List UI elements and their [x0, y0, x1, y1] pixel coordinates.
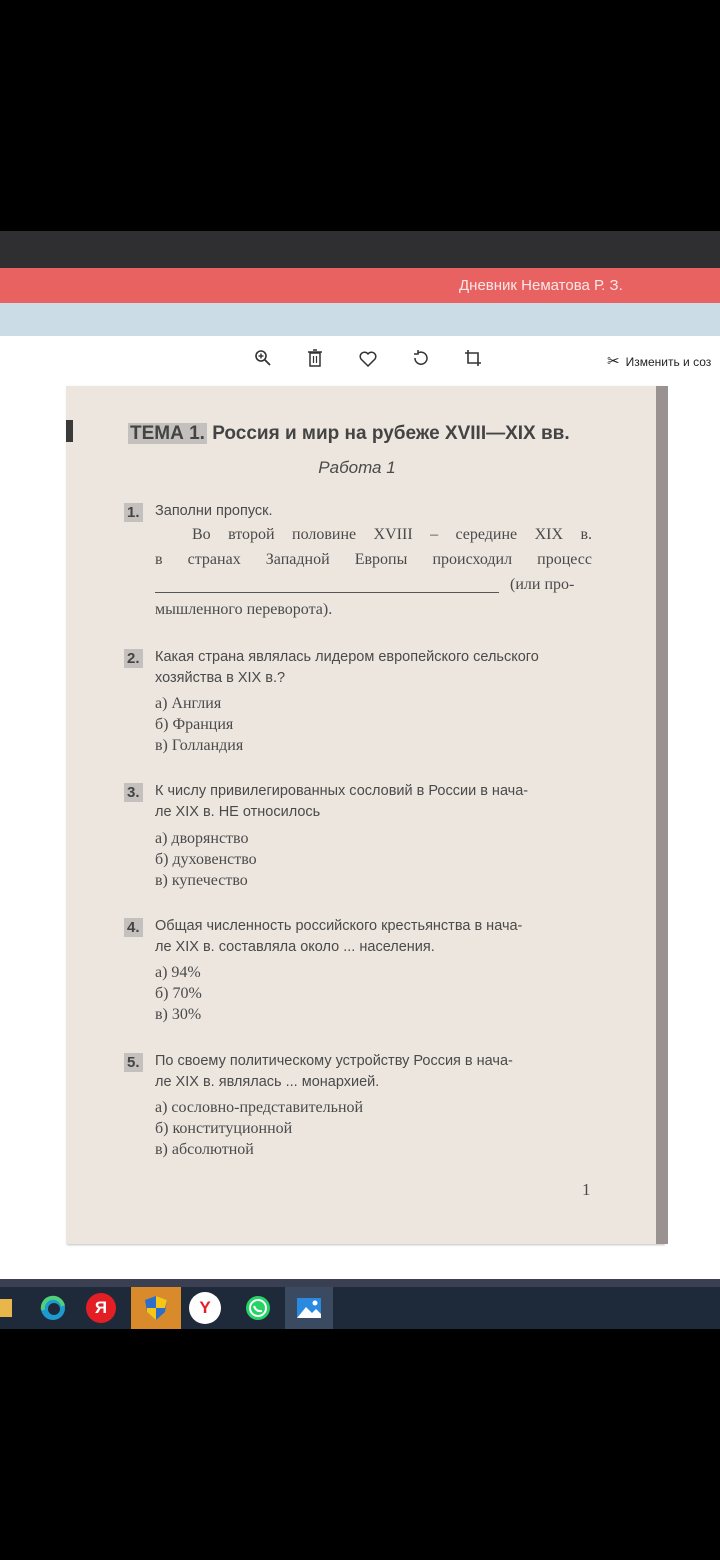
work-title: Работа 1 — [318, 458, 396, 477]
question-line: в странах Западной Европы происходил процесс — [155, 551, 592, 568]
answer-option: в) абсолютной — [155, 1141, 254, 1158]
zoom-in-icon[interactable] — [250, 349, 276, 375]
yandex-browser-icon[interactable]: Y — [189, 1292, 221, 1324]
photos-icon — [297, 1298, 321, 1318]
page-edge-shadow — [656, 386, 668, 1244]
question-text: К числу привилегированных сословий в России в нача- — [155, 783, 529, 799]
question-text: ле XIX в. составляла около ... населения. — [155, 939, 435, 955]
photos-app-button[interactable] — [285, 1287, 333, 1329]
work-title-row — [0, 458, 720, 478]
question-line: Во второй половине XVIII – середине XIX в. — [192, 526, 592, 543]
question-text: ле XIX в. НЕ относилось — [155, 804, 321, 820]
favorite-icon[interactable] — [355, 349, 381, 375]
topic-title: Россия и мир на рубеже XVIII—XIX вв. — [212, 423, 570, 444]
shield-icon — [144, 1295, 168, 1321]
file-explorer-icon[interactable] — [0, 1299, 12, 1317]
topic-heading — [128, 423, 570, 445]
page-margin-mark — [66, 420, 73, 442]
whatsapp-icon[interactable] — [240, 1290, 276, 1326]
taskbar-active-app[interactable] — [131, 1287, 181, 1329]
edge-browser-icon[interactable] — [35, 1290, 71, 1326]
answer-option: а) дворянство — [155, 830, 249, 847]
answer-option: а) сословно-представительной — [155, 1099, 364, 1116]
answer-blank[interactable] — [155, 592, 499, 593]
question-number: 1. — [124, 503, 143, 522]
question-line: мышленного переворота). — [155, 601, 333, 618]
answer-option: б) 70% — [155, 985, 202, 1002]
window-top-bar — [0, 231, 720, 268]
answer-option: а) 94% — [155, 964, 201, 981]
question-number: 2. — [124, 649, 143, 668]
window-title: Дневник Нематова Р. З. — [459, 277, 623, 294]
edit-icon: ✂ — [607, 353, 620, 370]
question-text: По своему политическому устройству Россия в нача- — [155, 1053, 513, 1069]
edit-create-label: Изменить и соз — [625, 355, 712, 369]
answer-option: в) Голландия — [155, 737, 244, 754]
edit-create-button[interactable] — [607, 351, 711, 373]
answer-option: б) Франция — [155, 716, 234, 733]
title-bar — [0, 268, 720, 303]
page-number: 1 — [582, 1180, 591, 1199]
answer-option: в) купечество — [155, 872, 248, 889]
question-number: 5. — [124, 1053, 143, 1072]
answer-option: б) конституционной — [155, 1120, 293, 1137]
taskbar-separator — [0, 1279, 720, 1287]
address-bar-strip — [0, 303, 720, 336]
rotate-icon[interactable] — [408, 349, 434, 375]
delete-icon[interactable] — [302, 349, 328, 375]
question-text: Общая численность российского крестьянства в нача- — [155, 918, 523, 934]
question-text: хозяйства в XIX в.? — [155, 670, 286, 686]
answer-option: а) Англия — [155, 695, 222, 712]
topic-label: ТЕМА 1. — [130, 423, 205, 444]
answer-option: в) 30% — [155, 1006, 202, 1023]
answer-option: б) духовенство — [155, 851, 257, 868]
yandex-icon[interactable]: Я — [86, 1293, 116, 1323]
question-text: Заполни пропуск. — [155, 503, 273, 519]
question-number: 4. — [124, 918, 143, 937]
crop-icon[interactable] — [460, 349, 486, 375]
question-text: Какая страна являлась лидером европейского сельского — [155, 649, 539, 665]
question-number: 3. — [124, 783, 143, 802]
question-line: (или про- — [510, 576, 575, 593]
question-text: ле XIX в. являлась ... монархией. — [155, 1074, 380, 1090]
